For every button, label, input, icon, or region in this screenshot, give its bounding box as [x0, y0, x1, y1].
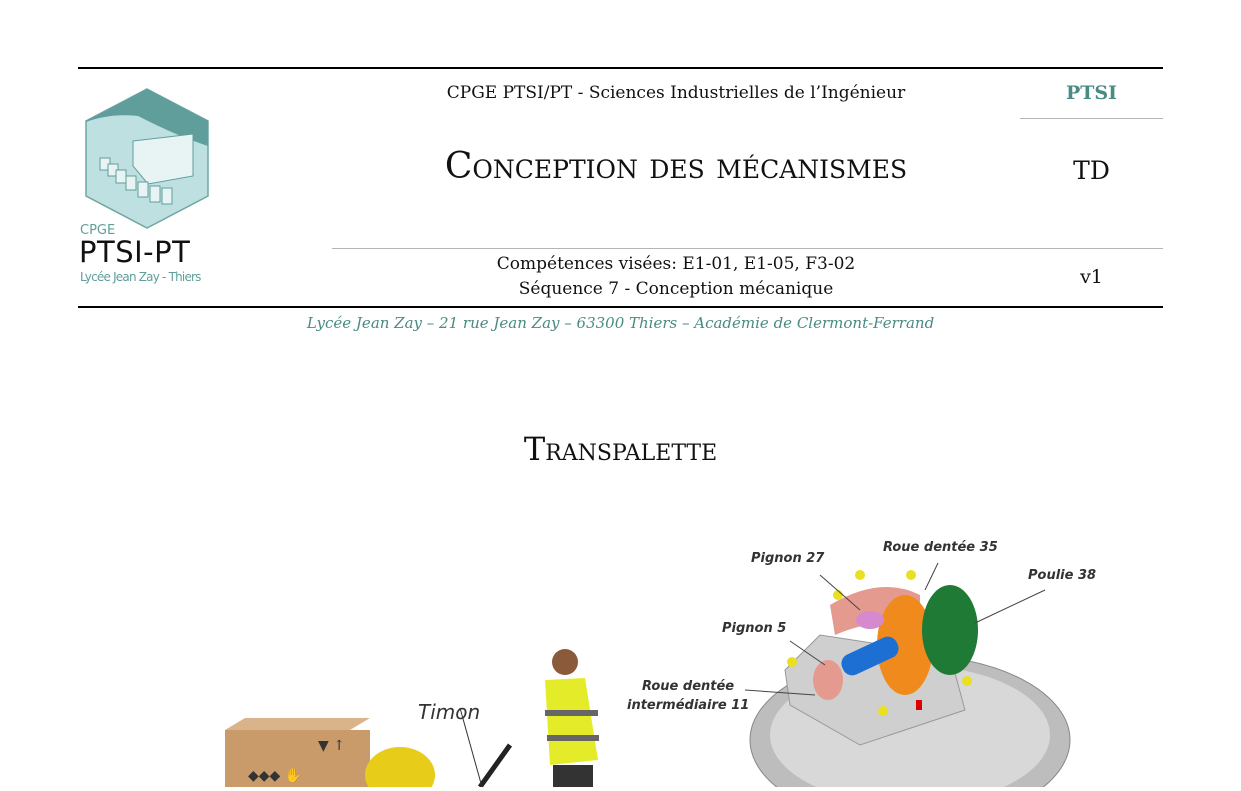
school-address: Lycée Jean Zay – 21 rue Jean Zay – 63300 Thiers – Académie de Clermont-Ferrand [306, 314, 935, 332]
version: v1 [1080, 266, 1103, 288]
logo-sub: Lycée Jean Zay - Thiers [80, 270, 201, 284]
section-title: Transpalette [523, 430, 718, 468]
sequence: Séquence 7 - Conception mécanique [518, 279, 834, 299]
label-pignon-27: Pignon 27 [751, 551, 825, 566]
badge-divider [1020, 118, 1163, 119]
svg-text:◆◆◆ ✋: ◆◆◆ ✋ [248, 768, 303, 784]
label-poulie-38: Poulie 38 [1028, 568, 1097, 583]
label-roue-dentee-11-line2: intermédiaire 11 [627, 698, 750, 713]
pallet-truck-figure [220, 640, 620, 787]
header-top-rule [78, 67, 1163, 69]
logo-main: PTSI-PT [79, 235, 191, 269]
label-pignon-5: Pignon 5 [722, 621, 787, 636]
header-mid-rule [332, 248, 1163, 249]
logo-hexagon-icon [78, 86, 228, 231]
label-timon: Timon [418, 700, 481, 724]
header-bottom-rule [78, 306, 1163, 308]
svg-text:▼ ↑: ▼ ↑ [318, 738, 345, 754]
competences: Compétences visées: E1-01, E1-05, F3-02 [496, 254, 856, 274]
class-badge: PTSI [1065, 82, 1118, 104]
school-logo [78, 86, 228, 291]
label-roue-dentee-11-line1: Roue dentée [642, 679, 735, 694]
mechanism-figure [620, 535, 1120, 787]
course-label: CPGE PTSI/PT - Sciences Industrielles de l’Ingénieur [446, 83, 906, 103]
label-roue-dentee-35: Roue dentée 35 [883, 540, 998, 555]
doc-type: TD [1073, 156, 1110, 185]
logo-cpge: CPGE [80, 223, 116, 238]
document-title: Conception des mécanismes [444, 146, 908, 187]
